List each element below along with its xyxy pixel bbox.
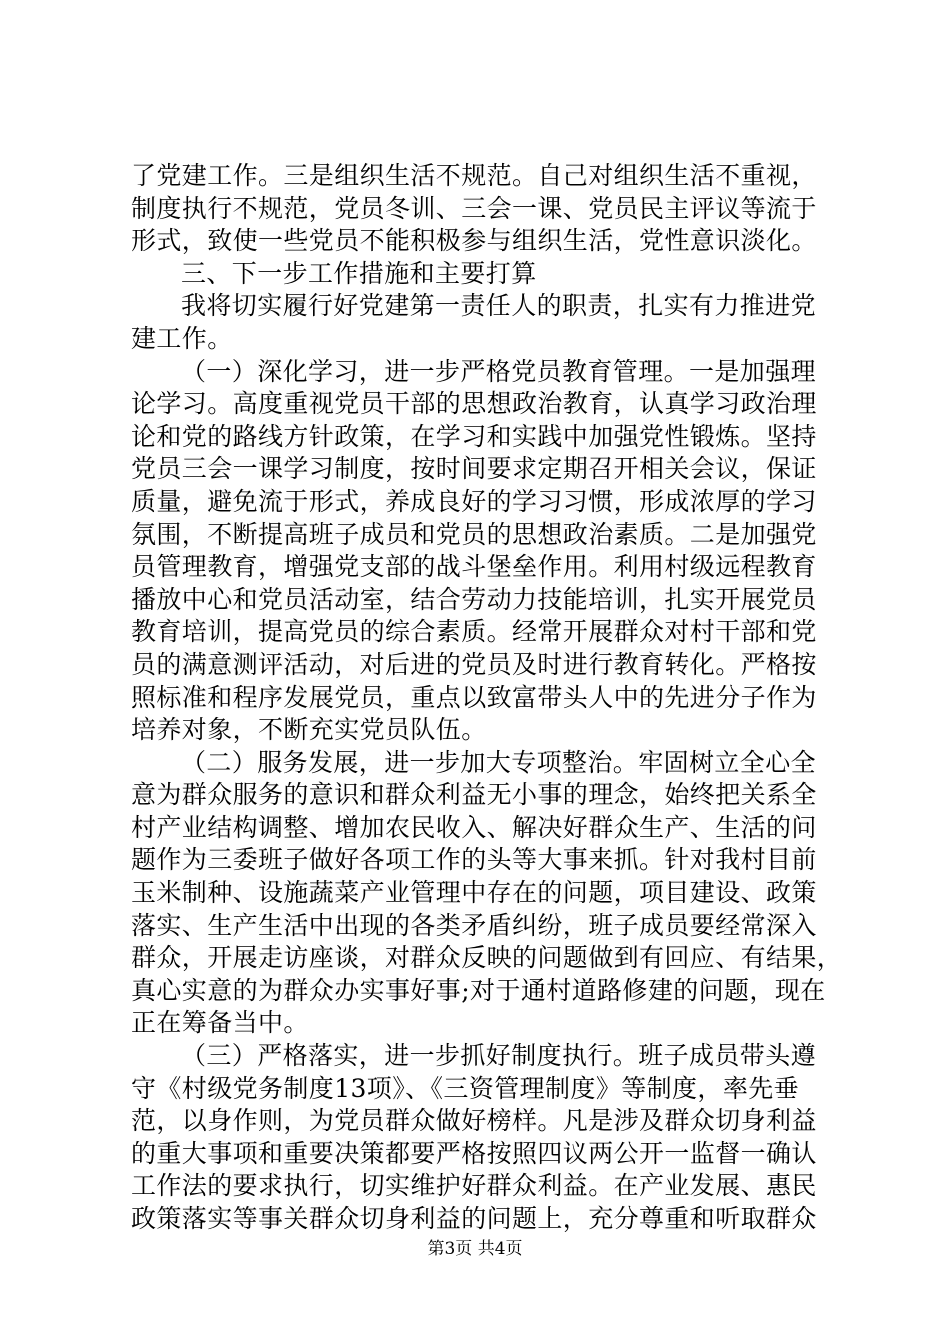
text-line: 建工作。	[131, 323, 233, 353]
text-line: 题作为三委班子做好各项工作的头等大事来抓。针对我村目前	[131, 845, 817, 875]
text-line: 党员三会一课学习制度，按时间要求定期召开相关会议，保证	[131, 454, 817, 484]
text-line: 了党建工作。三是组织生活不规范。自己对组织生活不重视，	[131, 161, 817, 190]
text-line: 真心实意的为群众办实事好事;对于通村道路修建的问题，现在	[131, 975, 826, 1005]
text-line: 群众，开展走访座谈，对群众反映的问题做到有回应、有结果，	[131, 943, 843, 973]
text-line: 形式，致使一些党员不能积极参与组织生活，党性意识淡化。	[131, 226, 817, 256]
text-line: 范，以身作则，为党员群众做好榜样。凡是涉及群众切身利益	[131, 1106, 817, 1136]
paragraph-first-line: 我将切实履行好党建第一责任人的职责，扎实有力推进党	[181, 291, 817, 321]
text-line: 政策落实等事关群众切身利益的问题上，充分尊重和听取群众	[131, 1204, 817, 1233]
text-line: 播放中心和党员活动室，结合劳动力技能培训，扎实开展党员	[131, 584, 817, 614]
text-line: 正在筹备当中。	[131, 1008, 309, 1038]
text-line: 培养对象，不断充实党员队伍。	[131, 715, 487, 745]
text-line: 村产业结构调整、增加农民收入、解决好群众生产、生活的问	[131, 812, 817, 842]
text-line: 守《村级党务制度13项》、《三资管理制度》等制度，率先垂	[131, 1073, 800, 1103]
text-line: 教育培训，提高党员的综合素质。经常开展群众对村干部和党	[131, 617, 817, 647]
text-line: 论学习。高度重视党员干部的思想政治教育，认真学习政治理	[131, 389, 817, 419]
text-line: 落实、生产生活中出现的各类矛盾纠纷，班子成员要经常深入	[131, 910, 817, 940]
text-line: 员管理教育，增强党支部的战斗堡垒作用。利用村级远程教育	[131, 552, 817, 582]
text-line: 质量，避免流于形式，养成良好的学习习惯，形成浓厚的学习	[131, 486, 817, 516]
paragraph-first-line: （一）深化学习，进一步严格党员教育管理。一是加强理	[181, 356, 817, 386]
text-line: 意为群众服务的意识和群众利益无小事的理念，始终把关系全	[131, 780, 817, 810]
document-body	[131, 160, 843, 1236]
text-line: 工作法的要求执行，切实维护好群众利益。在产业发展、惠民	[131, 1171, 817, 1201]
paragraph-first-line: （二）服务发展，进一步加大专项整治。牢固树立全心全	[181, 747, 817, 777]
text-line: 员的满意测评活动，对后进的党员及时进行教育转化。严格按	[131, 649, 817, 679]
text-line: 的重大事项和重要决策都要严格按照四议两公开一监督一确认	[131, 1138, 817, 1168]
text-line: 照标准和程序发展党员，重点以致富带头人中的先进分子作为	[131, 682, 817, 712]
text-line: 制度执行不规范，党员冬训、三会一课、党员民主评议等流于	[131, 193, 817, 223]
text-line: 论和党的路线方针政策，在学习和实践中加强党性锻炼。坚持	[131, 421, 817, 451]
page-number-footer: 第3页 共4页	[427, 1239, 523, 1259]
text-line: 氛围，不断提高班子成员和党员的思想政治素质。二是加强党	[131, 519, 817, 549]
text-line: 玉米制种、设施蔬菜产业管理中存在的问题，项目建设、政策	[131, 878, 817, 908]
section-heading: 三、下一步工作措施和主要打算	[181, 258, 537, 288]
paragraph-first-line: （三）严格落实，进一步抓好制度执行。班子成员带头遵	[181, 1041, 817, 1071]
